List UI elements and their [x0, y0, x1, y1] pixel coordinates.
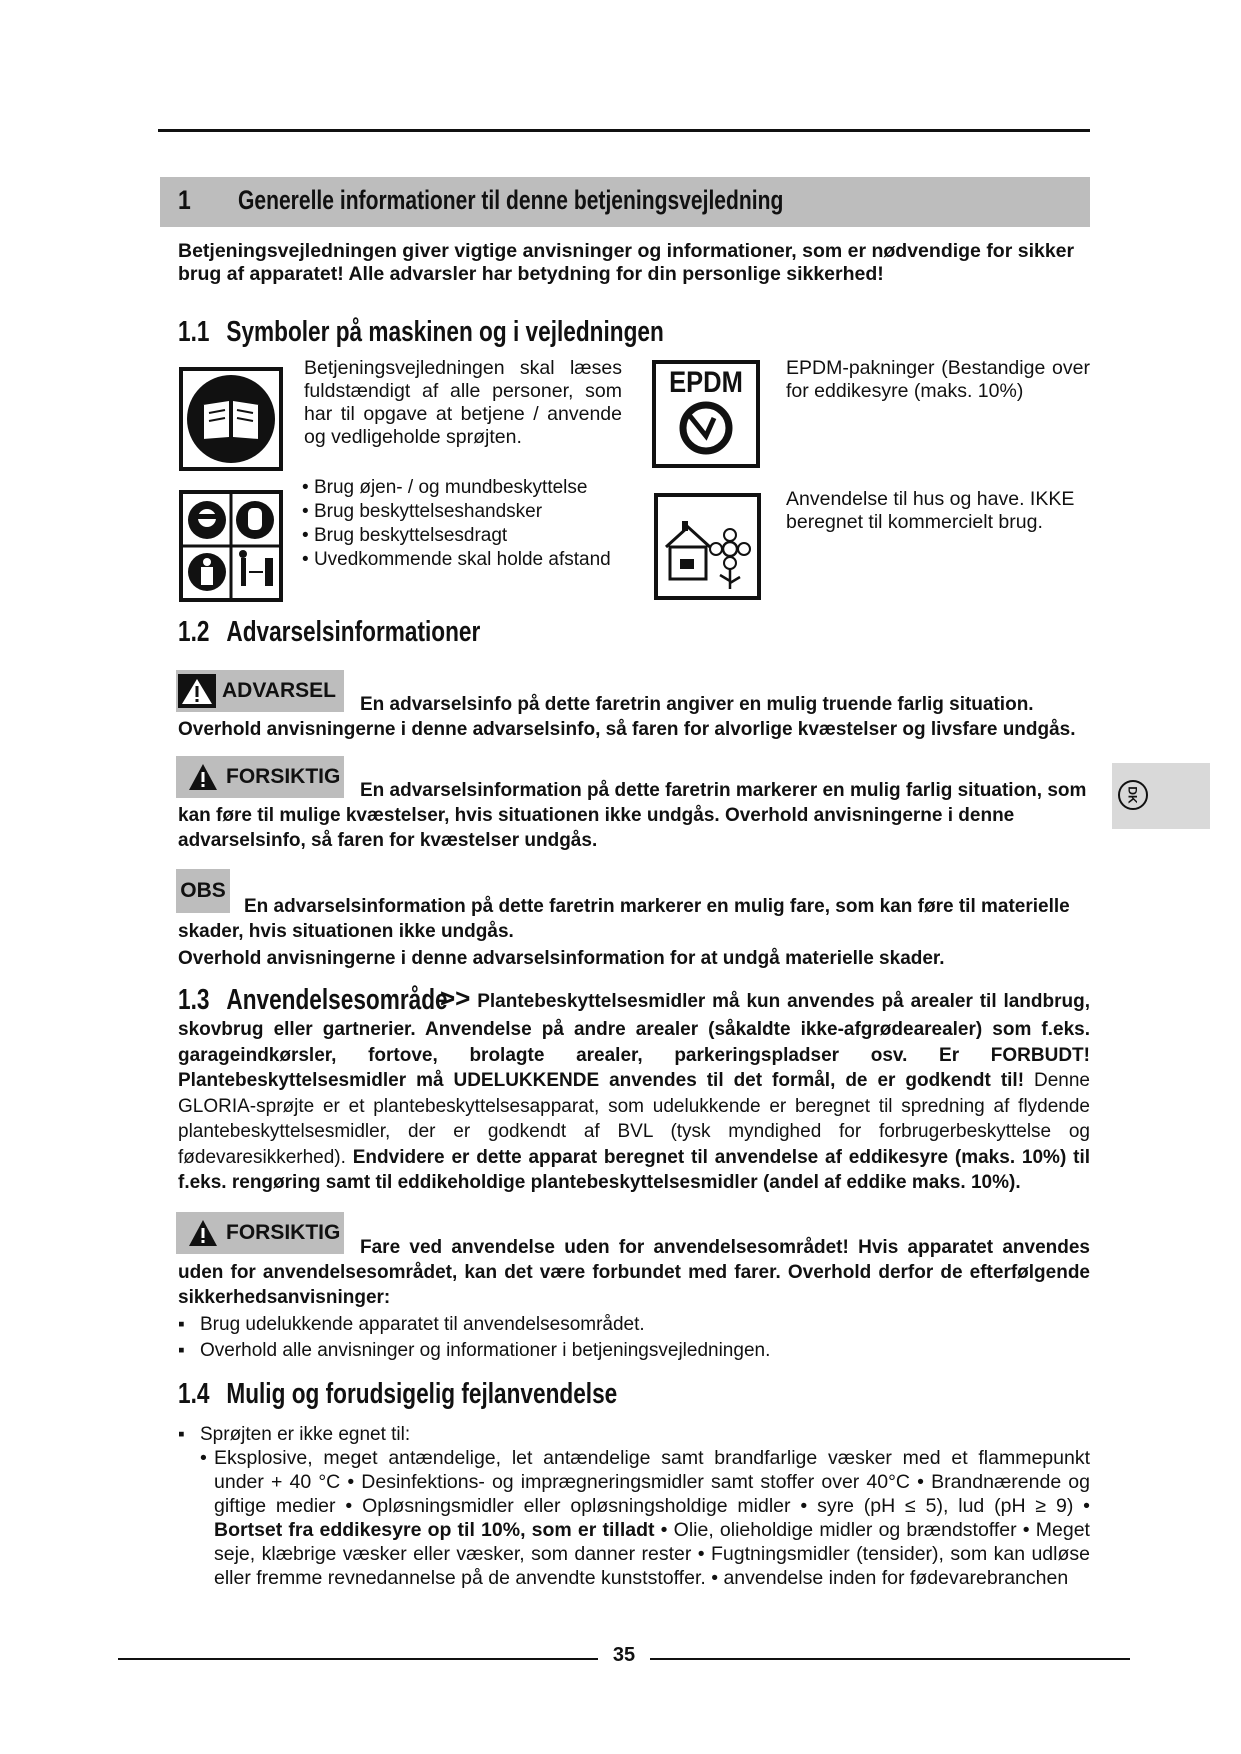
list-item: • Brug beskyttelsesdragt: [302, 525, 508, 546]
section-number: 1: [178, 185, 191, 215]
heading-1-1: [178, 316, 664, 349]
obs-text-2: Overhold anvisningerne i denne advarselsinformation for at undgå materielle skader.: [178, 948, 945, 969]
section-1-heading: [160, 177, 1090, 227]
list-item: • Brug øjen- / og mundbeskyttelse: [302, 477, 588, 498]
misuse-list: • Eksplosive, meget antændelige, let antændelige samt brandfarlige væsker med et flammepunkt under + 40 °C • Desinfektions- og imprægneringsmidler samt stoffer over 40°C • Brandnærende og giftige medier • Opløsningsmidler eller opløsningsholdige midler • syre (pH ≤ 5), lud (pH ≥ 9) • Bortset fra eddikesyre op til 10%, som er tilladt • Olie, olieholdige midler og brændstoffer • Meget seje, klæbrige væsker eller væsker, som danner rester • Fugtningsmidler (tensider), som kan udløse eller fremme revnedannelse på de anvendte kunststoffer. • anvendelse inden for fødevarebranchen: [200, 1447, 1091, 1589]
heading-1-4: [178, 1378, 617, 1411]
list-item: • Uvedkommende skal holde afstand: [302, 549, 611, 570]
language-code: DK: [1118, 780, 1148, 810]
list-item: Bortset fra eddikesyre op til 10%, som er tilladt: [214, 1519, 655, 1541]
footer-rule-right: [650, 1658, 1130, 1660]
list-item: Olie, olieholdige midler og brændstoffer: [673, 1519, 1017, 1541]
section-title: Generelle informationer til denne betjeningsvejledning: [238, 185, 784, 215]
list-item: ▪ Brug udelukkende apparatet til anvendelsesområdet.: [200, 1312, 1080, 1338]
heading-arrows: >>: [440, 983, 471, 1013]
usage-bold-1: Plantebeskyttelsesmidler må kun anvendes på arealer til landbrug, skovbrug eller gartnerier. Anvendelse på andre arealer (såkaldte ikke-afgrødearealer) som f.eks. garageindkørsler, fortove, brolagte arealer, parkeringspladser osv. Er FORBUDT! Plantebeskyttelsesmidler må UDELUKKENDE anvendes til det formål, de er godkendt til!: [178, 991, 1090, 1091]
page-number: 35: [612, 1644, 636, 1666]
heading-title: Advarselsinformationer: [226, 616, 481, 648]
usage-bold-2: Endvidere er dette apparat beregnet til anvendelse af eddikesyre (maks. 10%) til f.eks. rengøring samt til eddikeholdige plantebeskyttelsesmidler (andel af eddike maks. 10%).: [178, 1146, 1091, 1193]
list-item: ▪ Overhold alle anvisninger og informationer i betjeningsvejledningen.: [200, 1338, 1080, 1364]
forsiktig-text: En advarselsinformation på dette faretrin markerer en mulig farlig situation, som kan føre til mulige kvæstelser, hvis situationen ikke undgås. Overhold anvisningerne i denne advarselsinfo, så faren for kvæstelser undgås.: [178, 780, 1087, 851]
heading-number: 1.1: [178, 316, 210, 348]
language-tab: [1112, 763, 1210, 829]
heading-title: Anvendelsesområde: [226, 984, 448, 1016]
heading-1-2: [178, 616, 480, 649]
list-item: Eksplosive, meget antændelige, let antændelige samt brandfarlige væsker med et flammepunkt under + 40 °C: [214, 1447, 1090, 1493]
list-item: Fugtningsmidler (tensider), som kan udløse eller fremme revnedannelse på de anvendte kunststoffer.: [214, 1543, 1090, 1589]
read-manual-icon: [179, 367, 283, 471]
heading-1-3: [178, 984, 448, 1017]
heading-number: 1.2: [178, 616, 210, 648]
usage-text: Denne GLORIA-sprøjte er et plantebeskyttelsesapparat, som udelukkende er beregnet til spredning af flydende plantebeskyttelsesmidler, der er godkendt af BVL (tysk myndighed for forbrugerbeskyttelse og fødevaresikkerhed).: [178, 1070, 1090, 1168]
lead-paragraph: Betjeningsvejledningen giver vigtige anvisninger og informationer, som er nødvendige for sikker brug af apparatet! Alle advarsler har betydning for din personlige sikkerhed!: [178, 240, 1075, 285]
list-item: Brandnærende og giftige medier: [214, 1471, 1090, 1517]
heading-title: Symboler på maskinen og i vejledningen: [226, 316, 664, 348]
footer-rule-left: [118, 1658, 598, 1660]
list-item: anvendelse inden for fødevarebranchen: [723, 1567, 1069, 1589]
forsiktig-text-2: Fare ved anvendelse uden for anvendelsesområdet! Hvis apparatet anvendes uden for anvendelsesområdet, kan det være forbundet med farer. Overhold derfor de efterfølgende sikkerhedsanvisninger:: [178, 1237, 1090, 1308]
advarsel-text: En advarselsinfo på dette faretrin angiver en mulig truende farlig situation. Overhold anvisningerne i denne advarselsinfo, så faren for alvorlige kvæstelser og livsfare undgås.: [178, 694, 1076, 740]
heading-number: 1.4: [178, 1378, 210, 1410]
list-item: syre (pH ≤ 5), lud (pH ≥ 9): [817, 1495, 1074, 1517]
epdm-icon: [652, 360, 760, 468]
obs-text: En advarselsinformation på dette faretrin markerer en mulig fare, som kan føre til materielle skader, hvis situationen ikke undgås.: [178, 896, 1070, 942]
manual-text: Betjeningsvejledningen skal læses fuldstændigt af alle personer, som har til opgave at betjene / anvende og vedligeholde sprøjten.: [304, 357, 622, 448]
ppe-list: [302, 476, 642, 572]
list-item: • Brug beskyttelseshandsker: [302, 501, 543, 522]
misuse-intro: ▪ Sprøjten er ikke egnet til:: [200, 1422, 1080, 1448]
list-item: Desinfektions- og imprægneringsmidler samt stoffer over 40°C: [361, 1471, 910, 1493]
heading-title: Mulig og forudsigelig fejlanvendelse: [226, 1378, 618, 1410]
ppe-icons: [179, 490, 283, 602]
badge-label: OBS: [180, 879, 226, 902]
list-item: Opløsningsmidler eller opløsningsholdige midler: [362, 1495, 791, 1517]
safety-list: [200, 1312, 1080, 1363]
section-1-3: [178, 984, 1090, 1196]
badge-label: FORSIKTIG: [226, 765, 341, 788]
house-text: Anvendelse til hus og have. IKKE beregnet til kommercielt brug.: [786, 488, 1075, 533]
top-rule: [158, 129, 1090, 132]
badge-label: FORSIKTIG: [226, 1221, 341, 1244]
list-item: Meget seje, klæbrige væsker eller væsker, som danner rester: [214, 1519, 1090, 1565]
epdm-text: EPDM-pakninger (Bestandige over for eddikesyre (maks. 10%): [786, 357, 1090, 402]
heading-number: 1.3: [178, 984, 210, 1016]
house-garden-icon: [654, 493, 761, 600]
epdm-label: EPDM: [669, 366, 743, 399]
badge-label: ADVARSEL: [222, 679, 336, 702]
